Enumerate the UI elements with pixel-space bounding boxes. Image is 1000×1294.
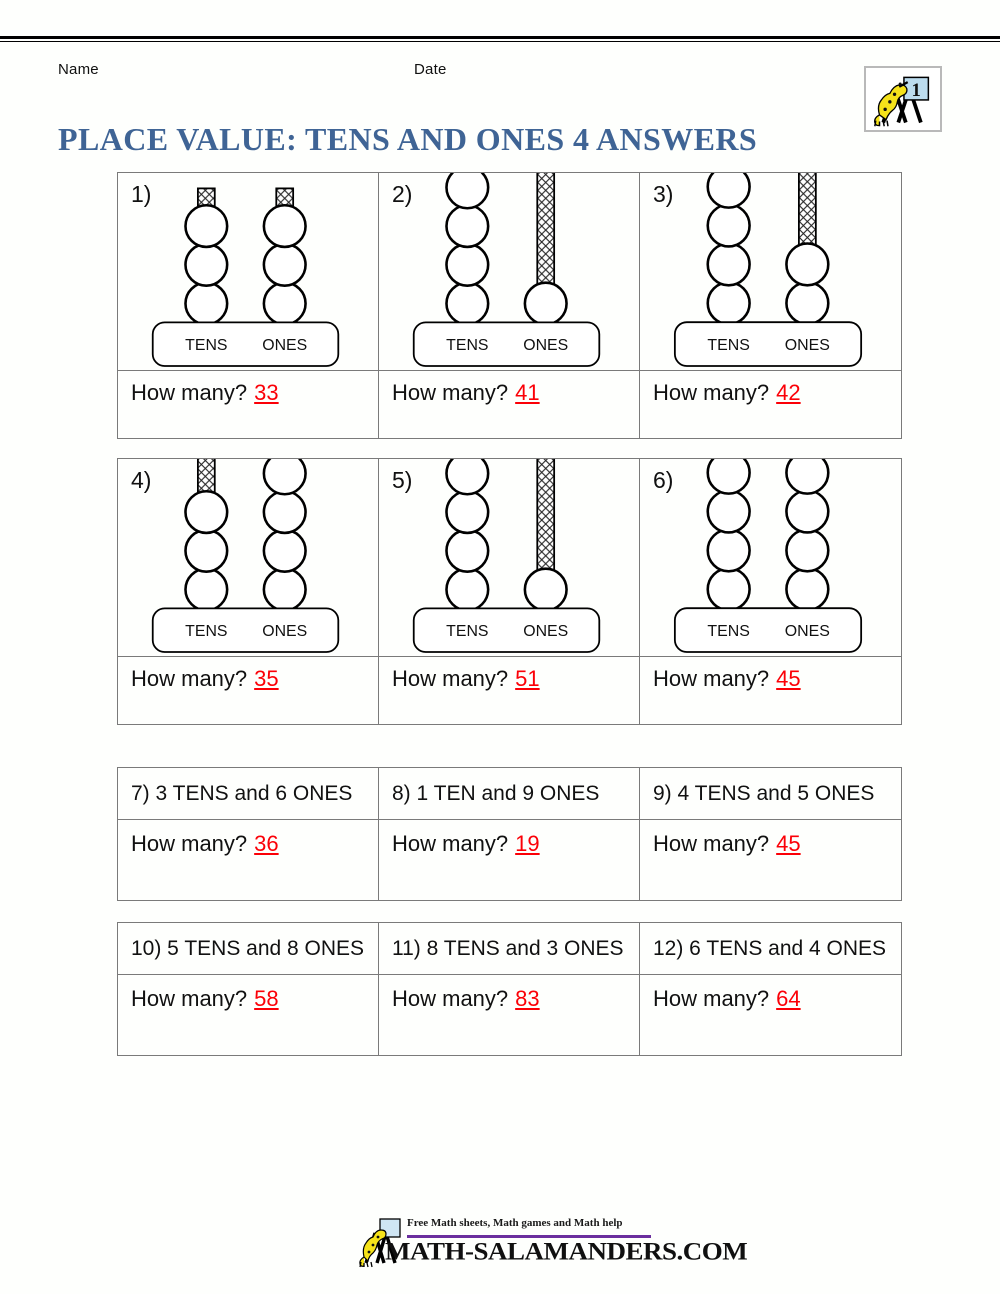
text-problem-cell (379, 923, 640, 1055)
text-grid-row-2 (117, 922, 902, 1056)
text-problem-cell (118, 923, 379, 1055)
problem-number: 1) (131, 181, 152, 207)
how-many-label: How many? (392, 831, 509, 856)
answer-row (640, 657, 901, 724)
abacus-problem-cell (379, 459, 640, 724)
answer-value: 83 (515, 986, 540, 1011)
abacus-problem-cell (118, 459, 379, 724)
page-title: PLACE VALUE: TENS AND ONES 4 ANSWERS (58, 121, 758, 158)
how-many-label: How many? (653, 380, 770, 405)
problem-statement: 10) 5 TENS and 8 ONES (118, 923, 378, 975)
svg-text:ONES: ONES (523, 337, 569, 355)
problem-number: 2) (392, 181, 413, 207)
abacus-diagram (118, 459, 378, 657)
answer-row (640, 975, 901, 1055)
answer-row (118, 657, 378, 724)
problem-statement: 7) 3 TENS and 6 ONES (118, 768, 378, 820)
logo-svg (866, 68, 940, 130)
answer-value: 51 (515, 666, 540, 691)
how-many-label: How many? (131, 986, 248, 1011)
answer-value: 45 (776, 831, 801, 856)
svg-text:ONES: ONES (784, 337, 830, 355)
how-many-label: How many? (653, 831, 770, 856)
text-problem-cell (118, 768, 379, 900)
svg-text:TENS: TENS (446, 337, 489, 355)
footer-url[interactable]: MATH-SALAMANDERS.COM (385, 1236, 748, 1266)
svg-text:TENS: TENS (446, 623, 489, 641)
page-top-rule-thin (0, 41, 1000, 42)
abacus-problem-cell (640, 173, 901, 438)
svg-text:ONES: ONES (523, 623, 569, 641)
page-top-rule (0, 36, 1000, 39)
abacus-diagram (640, 173, 901, 371)
date-label: Date (414, 61, 447, 78)
problem-number: 4) (131, 467, 152, 493)
answer-value: 45 (776, 666, 801, 691)
abacus-grid-row-1 (117, 172, 902, 439)
name-label: Name (58, 61, 99, 78)
answer-row (379, 975, 639, 1055)
abacus-diagram (640, 459, 901, 657)
answer-row (640, 820, 901, 900)
text-problem-cell (640, 768, 901, 900)
how-many-label: How many? (392, 986, 509, 1011)
answer-row (379, 820, 639, 900)
svg-text:ONES: ONES (784, 623, 830, 641)
text-problem-cell (640, 923, 901, 1055)
abacus-problem-cell (640, 459, 901, 724)
text-problem-cell (379, 768, 640, 900)
answer-value: 42 (776, 380, 801, 405)
how-many-label: How many? (392, 666, 509, 691)
how-many-label: How many? (131, 380, 248, 405)
answer-row (379, 371, 639, 438)
svg-text:TENS: TENS (707, 623, 750, 641)
answer-row (640, 371, 901, 438)
salamander-easel-logo-icon (864, 66, 942, 132)
answer-value: 33 (254, 380, 279, 405)
footer-tagline: Free Math sheets, Math games and Math help (407, 1217, 623, 1229)
answer-value: 41 (515, 380, 540, 405)
answer-row (118, 371, 378, 438)
svg-text:TENS: TENS (185, 623, 228, 641)
problem-number: 3) (653, 181, 674, 207)
answer-value: 36 (254, 831, 279, 856)
answer-value: 19 (515, 831, 540, 856)
text-grid-row-1 (117, 767, 902, 901)
abacus-grid-row-2 (117, 458, 902, 725)
svg-text:ONES: ONES (262, 337, 308, 355)
problem-number: 5) (392, 467, 413, 493)
problem-statement: 8) 1 TEN and 9 ONES (379, 768, 639, 820)
svg-text:TENS: TENS (185, 337, 228, 355)
svg-text:1: 1 (911, 80, 921, 102)
problem-statement: 12) 6 TENS and 4 ONES (640, 923, 901, 975)
answer-value: 35 (254, 666, 279, 691)
how-many-label: How many? (392, 380, 509, 405)
abacus-diagram (379, 459, 639, 657)
svg-text:ONES: ONES (262, 623, 308, 641)
abacus-diagram (379, 173, 639, 371)
answer-row (379, 657, 639, 724)
how-many-label: How many? (131, 666, 248, 691)
answer-row (118, 820, 378, 900)
answer-value: 64 (776, 986, 801, 1011)
footer (355, 1211, 748, 1273)
svg-text:TENS: TENS (707, 337, 750, 355)
abacus-problem-cell (379, 173, 640, 438)
answer-value: 58 (254, 986, 279, 1011)
how-many-label: How many? (131, 831, 248, 856)
problem-statement: 9) 4 TENS and 5 ONES (640, 768, 901, 820)
how-many-label: How many? (653, 986, 770, 1011)
problem-statement: 11) 8 TENS and 3 ONES (379, 923, 639, 975)
abacus-diagram (118, 173, 378, 371)
problem-number: 6) (653, 467, 674, 493)
how-many-label: How many? (653, 666, 770, 691)
abacus-problem-cell (118, 173, 379, 438)
answer-row (118, 975, 378, 1055)
